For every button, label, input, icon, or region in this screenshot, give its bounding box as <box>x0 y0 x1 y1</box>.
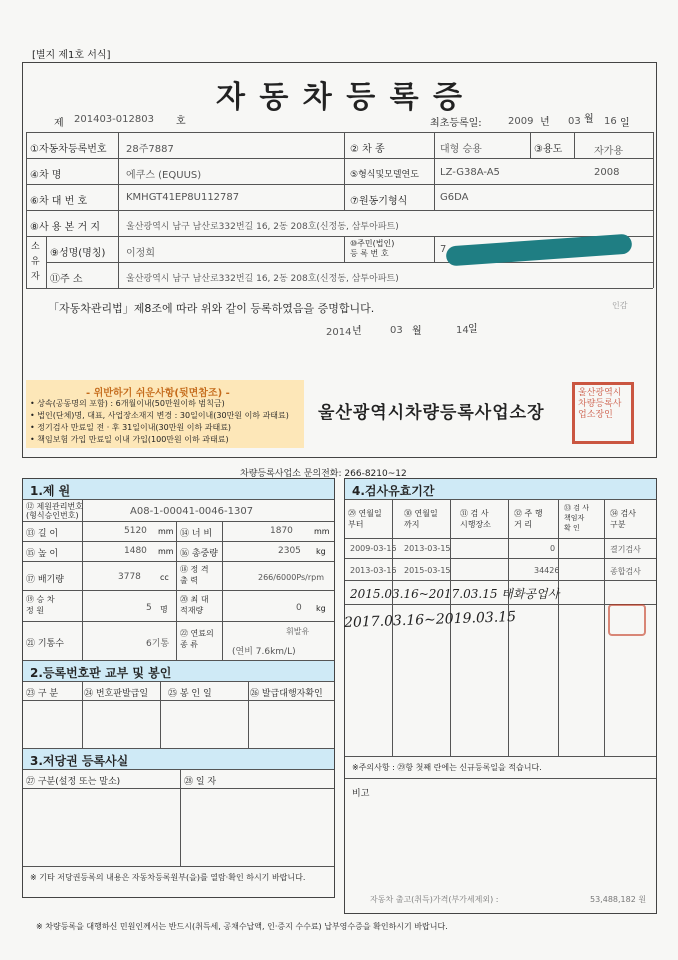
notice-item: • 상속(공동명의 포함) : 6개월이내(50만원이하 범칙금) <box>30 399 225 408</box>
day-unit: 일 <box>620 118 630 129</box>
footer-note: ※ 차량등록을 대행하신 민원인께서는 반드시(취득세, 공채수납액, 인·증지 수수료) 납부영수증을 확인하시기 바랍니다. <box>36 922 448 931</box>
value-car-class: 대형 승용 <box>440 144 482 155</box>
inspection-type: 종합검사 <box>610 567 641 576</box>
label-height: ⑮ 높 이 <box>26 549 59 559</box>
month-unit: 월 <box>584 114 594 125</box>
first-reg-year: 2009 <box>508 116 534 127</box>
label-vin: ⑥차 대 번 호 <box>30 196 88 207</box>
inspection-km: 0 <box>550 544 556 553</box>
inspection-header: 4.검사유효기간 <box>352 484 435 498</box>
bigo-label: 비고 <box>352 789 370 799</box>
value-vin: KMHGT41EP8U112787 <box>126 192 240 203</box>
label-owner-name: ⑨성명(명칭) <box>50 248 106 259</box>
value-base-location: 울산광역시 남구 남산로332번길 16, 2동 208호(신정동, 삼투아파트) <box>126 222 399 232</box>
certify-text: 「자동차관리법」제8조에 따라 위와 같이 등록하였음을 증명합니다. <box>48 302 375 315</box>
value-engine-type: G6DA <box>440 192 469 203</box>
value-displacement: 3778 <box>118 572 141 582</box>
office-phone: 차량등록사업소 문의전화: 266-8210~12 <box>240 469 407 479</box>
value-cylinders: 6기통 <box>146 639 170 649</box>
reg-no-suffix: 호 <box>176 116 186 127</box>
value-height: 1480 <box>124 546 147 556</box>
lien-header: 3.저당권 등록사실 <box>30 754 129 768</box>
label-car-class: ② 차 종 <box>350 144 385 155</box>
cert-month-unit: 월 <box>412 326 422 337</box>
cert-month: 03 <box>390 325 403 336</box>
label-resident-no: ⑩주민(법인) 등 록 번 호 <box>350 239 395 258</box>
inspection-stamp <box>608 604 646 636</box>
lien-col: ㉘ 일 자 <box>184 777 217 787</box>
label-fuel: ㉒ 연료의 종 류 <box>180 629 214 649</box>
value-seats: 5 <box>146 603 152 613</box>
cert-day: 14 <box>456 325 469 336</box>
reg-no-prefix: 제 <box>54 118 64 129</box>
lien-note: ※ 기타 저당권등록의 내용은 자동차등록원부(을)를 열람·확인 하시기 바랍니다. <box>30 873 306 882</box>
first-reg-day: 16 <box>604 116 617 127</box>
page-title: 자 동 차 등 록 증 <box>215 80 465 115</box>
value-car-name: 에쿠스 (EQUUS) <box>126 170 202 181</box>
value-length: 5120 <box>124 526 147 536</box>
unit-mm: mm <box>314 527 330 536</box>
office-name: 울산광역시차량등록사업소장 <box>318 403 545 423</box>
stamp-mark: 인감 <box>612 301 628 310</box>
inspection-to: 2013-03-15 <box>404 544 451 553</box>
plate-col: ㉔ 번호판발급일 <box>84 689 149 699</box>
cert-day-unit: 일 <box>468 324 478 335</box>
inspection-from: 2013-03-16 <box>350 566 397 575</box>
handwritten-inspection-1: 2015.03.16~2017.03.15 태화공업사 <box>350 587 560 601</box>
inspection-col: ㉛ 검 사 시행장소 <box>460 509 491 529</box>
inspection-col: ㉞ 검사 구분 <box>610 509 636 529</box>
plate-col: ㉖ 발급대행자확인 <box>250 689 323 699</box>
label-usage: ③용도 <box>534 144 563 155</box>
value-weight: 2305 <box>278 546 301 556</box>
label-model-year: ⑤형식및모델연도 <box>350 170 419 180</box>
label-base-location: ⑧사 용 본 거 지 <box>30 222 100 233</box>
unit-mm: mm <box>158 527 174 536</box>
label-seats: ⑲ 승 차 정 원 <box>26 595 55 615</box>
label-reg-number: ①자동차등록번호 <box>30 144 107 155</box>
price-value: 53,488,182 원 <box>590 895 647 904</box>
inspection-to: 2015-03-15 <box>404 566 451 575</box>
spec-header: 1.제 원 <box>30 484 71 498</box>
unit-cc: cc <box>160 573 169 582</box>
inspection-note: ※주의사항 : ㉙항 첫째 란에는 신규등록일을 적습니다. <box>352 763 542 772</box>
label-length: ⑬ 길 이 <box>26 529 59 539</box>
inspection-type: 결기검사 <box>610 545 641 554</box>
value-resident-no: 7 <box>440 244 447 255</box>
notice-title: - 위반하기 쉬운사항(뒷면참조) - <box>86 388 230 399</box>
value-model: LZ-G38A-A5 <box>440 167 500 178</box>
inspection-from: 2009-03-16 <box>350 544 397 553</box>
label-cylinders: ㉑ 기통수 <box>26 639 64 649</box>
value-reg-number: 28주7887 <box>126 144 174 155</box>
inspection-km: 34426 <box>534 566 560 575</box>
price-label: 자동차 출고(취득)가격(부가세제외) : <box>370 895 499 904</box>
label-weight: ⑯ 총중량 <box>180 549 218 559</box>
first-reg-label: 최초등록일: <box>430 118 482 129</box>
value-fuel: 휘발유 <box>286 627 310 636</box>
owner-side-label: 소 유 자 <box>31 242 40 282</box>
value-usage: 자가용 <box>594 146 623 157</box>
notice-item: • 책임보험 가입 만료일 이내 가입(100만원 이하 과태료) <box>30 435 229 444</box>
lien-col: ㉗ 구분(설정 또는 말소) <box>26 777 121 787</box>
cert-year: 2014 <box>326 327 352 338</box>
value-address: 울산광역시 남구 남산로332번길 16, 2동 208호(신정동, 삼투아파트) <box>126 274 399 284</box>
plate-header: 2.등록번호판 교부 및 봉인 <box>30 666 172 680</box>
label-car-name: ④차 명 <box>30 170 62 181</box>
cert-year-unit: 년 <box>352 326 362 337</box>
value-spec-no: A08-1-00041-0046-1307 <box>130 506 254 517</box>
handwritten-inspection-2: 2017.03.16~2019.03.15 <box>343 609 517 631</box>
value-efficiency: (연비 7.6km/L) <box>232 647 296 657</box>
inspection-col: ㉚ 연월일 까지 <box>404 509 438 529</box>
inspection-col: ㉙ 연월일 부터 <box>348 509 382 529</box>
first-reg-month: 03 <box>568 116 581 127</box>
label-power: ⑱ 정 격 출 력 <box>180 565 209 585</box>
label-displacement: ⑰ 배기량 <box>26 575 64 585</box>
inspection-col: ㉜ 주 행 거 리 <box>514 509 543 529</box>
plate-col: ㉕ 봉 인 일 <box>168 689 212 699</box>
label-max-load: ⑳ 최 대 적재량 <box>180 595 209 615</box>
reg-no: 201403-012803 <box>74 114 154 125</box>
notice-item: • 법인(단체)명, 대표, 사업장소재지 변경 : 30일이내(30만원 이하 과태료) <box>30 411 289 420</box>
notice-item: • 정기검사 만료일 전 · 후 31일이내(30만원 이하 과태료) <box>30 423 232 432</box>
official-seal: 울산광역시차량등록사업소장인 <box>572 382 634 444</box>
notice-box <box>26 380 304 448</box>
unit-mm: mm <box>158 547 174 556</box>
unit-person: 명 <box>160 605 168 614</box>
label-engine-type: ⑦원동기형식 <box>350 196 408 207</box>
value-max-load: 0 <box>296 603 302 613</box>
form-label: [별지 제1호 서식] <box>32 50 111 61</box>
label-width: ⑭ 너 비 <box>180 529 213 539</box>
plate-col: ㉓ 구 분 <box>26 689 59 699</box>
unit-kg: kg <box>316 547 326 556</box>
label-address: ⑪주 소 <box>50 274 83 285</box>
unit-kg: kg <box>316 604 326 613</box>
value-power: 266/6000Ps/rpm <box>258 573 325 582</box>
value-owner-name: 이정희 <box>126 248 155 259</box>
inspection-col: ㉝ 검 사 책임자 확 인 <box>564 504 589 532</box>
label-spec-no: ⑫ 제원관리번호 (형식승인번호) <box>26 502 83 520</box>
year-unit: 년 <box>540 117 550 128</box>
value-width: 1870 <box>270 526 293 536</box>
value-model-year: 2008 <box>594 167 620 178</box>
